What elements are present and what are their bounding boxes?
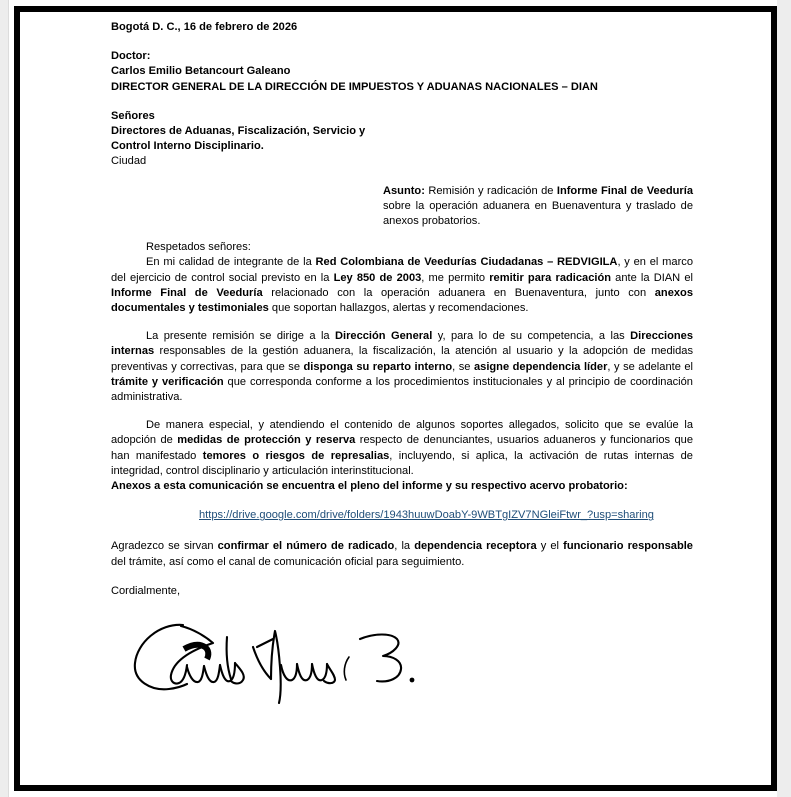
p2-text-4: , se: [452, 360, 474, 373]
p4-bold-1: confirmar el número de radicado: [217, 540, 395, 553]
subject-bold-1: Informe Final de Veeduría: [556, 184, 693, 197]
p2-text-5: , y se adelante el: [607, 360, 694, 373]
p1-text-4: ante la DIAN el: [611, 271, 693, 284]
paragraph-4: [111, 539, 693, 569]
greeting-line: Respetados señores:: [146, 241, 251, 254]
p4-bold-2: dependencia receptora: [414, 540, 537, 553]
p2-bold-5: trámite y verificación: [111, 375, 224, 388]
subject-block: [111, 184, 693, 230]
p3-bold-2: temores o riesgos de represalias: [202, 449, 390, 462]
date-line: Bogotá D. C., 16 de febrero de 2026: [111, 21, 298, 33]
subject-label: Asunto:: [383, 184, 425, 197]
document-page: [20, 12, 771, 785]
p2-bold-3: disponga su reparto interno: [303, 360, 453, 373]
p1-bold-3: remitir para radicación: [489, 271, 611, 284]
recipient-salutation: Doctor:: [111, 50, 151, 63]
right-gutter-strip: [777, 0, 791, 797]
drive-folder-link[interactable]: https://drive.google.com/drive/folders/1943huuwDoabY-9WBTgIZV7NGleiFtwr_?usp=sharing: [199, 509, 654, 522]
paragraph-3: [111, 418, 693, 479]
p1-text-6: que soportan hallazgos, alertas y recomendaciones.: [268, 302, 529, 315]
paragraph-2: [111, 329, 693, 405]
p1-bold-1: Red Colombiana de Veedurías Ciudadanas – REDVIGILA: [315, 256, 618, 269]
document-page-frame: [14, 6, 777, 791]
p1-text-3: , me permito: [421, 271, 490, 284]
secondary-recipient-block: [111, 109, 693, 170]
p2-text-3: responsables de la gestión aduanera, la fiscalización, la atención al usuario y la adopción de medidas preventivas y correctivas, para que se: [111, 345, 693, 373]
p3-text-2: respecto de denunciantes, usuarios aduaneros y funcionarios que han manifestado: [111, 434, 693, 462]
secondary-city: Ciudad: [111, 155, 147, 168]
p1-bold-2: Ley 850 de 2003: [333, 271, 422, 284]
subject-paragraph: [383, 184, 693, 230]
subject-text-2: sobre la operación aduanera en Buenaventura y traslado de anexos probatorios.: [383, 199, 693, 228]
p2-text-6: que corresponda conforme a los procedimientos institucionales y al principio de coordinación administrativa.: [111, 375, 693, 404]
subject-text-1: Remisión y radicación de: [424, 184, 557, 197]
document-body: [111, 20, 693, 704]
signature-image: [121, 609, 441, 704]
p2-bold-4: asigne dependencia líder: [473, 360, 608, 373]
paragraph-1: [111, 255, 693, 316]
closing-line: Cordialmente,: [111, 584, 181, 597]
recipient-name: Carlos Emilio Betancourt Galeano: [111, 65, 291, 78]
p2-text-2: y, para lo de su competencia, a las: [432, 330, 631, 343]
p2-text-1: La presente remisión se dirige a la: [146, 330, 336, 343]
p1-bold-4: Informe Final de Veeduría: [111, 286, 263, 299]
secondary-line-1: Directores de Aduanas, Fiscalización, Servicio y: [111, 125, 366, 138]
left-gutter-strip: [0, 0, 9, 797]
p4-text-1: Agradezco se sirvan: [111, 540, 218, 553]
drive-link-block: [111, 508, 693, 523]
p1-text-2: , y en el marco del ejercicio de control social previsto en la: [111, 256, 693, 284]
p4-text-3: y el: [536, 540, 564, 553]
secondary-salutation: Señores: [111, 109, 155, 122]
p4-bold-3: funcionario responsable: [563, 540, 693, 553]
p3-text-3: , incluyendo, si aplica, la activación de rutas internas de integridad, control disciplinario y articulación interinstitucional.: [111, 449, 693, 477]
p1-text-1: En mi calidad de integrante de la: [146, 256, 316, 269]
p2-bold-2: Direcciones internas: [111, 330, 694, 358]
p3-text-1: De manera especial, y atendiendo el contenido de algunos soportes allegados, solicito que se evalúe la adopción de: [111, 419, 693, 447]
recipient-block: [111, 49, 693, 95]
p3-bold-1: medidas de protección y reserva: [177, 434, 356, 447]
p1-bold-5: anexos documentales y testimoniales: [111, 286, 693, 315]
secondary-line-2: Control Interno Disciplinario.: [111, 140, 264, 153]
p4-text-2: , la: [394, 540, 415, 553]
p1-text-5: relacionado con la operación aduanera en Buenaventura, junto con: [262, 286, 655, 299]
recipient-title: DIRECTOR GENERAL DE LA DIRECCIÓN DE IMPUESTOS Y ADUANAS NACIONALES – DIAN: [111, 80, 598, 93]
p4-text-4: del trámite, así como el canal de comunicación oficial para seguimiento.: [111, 555, 465, 568]
annex-note: Anexos a esta comunicación se encuentra el pleno del informe y su respectivo acervo probatorio:: [111, 480, 628, 493]
p2-bold-1: Dirección General: [335, 330, 433, 343]
